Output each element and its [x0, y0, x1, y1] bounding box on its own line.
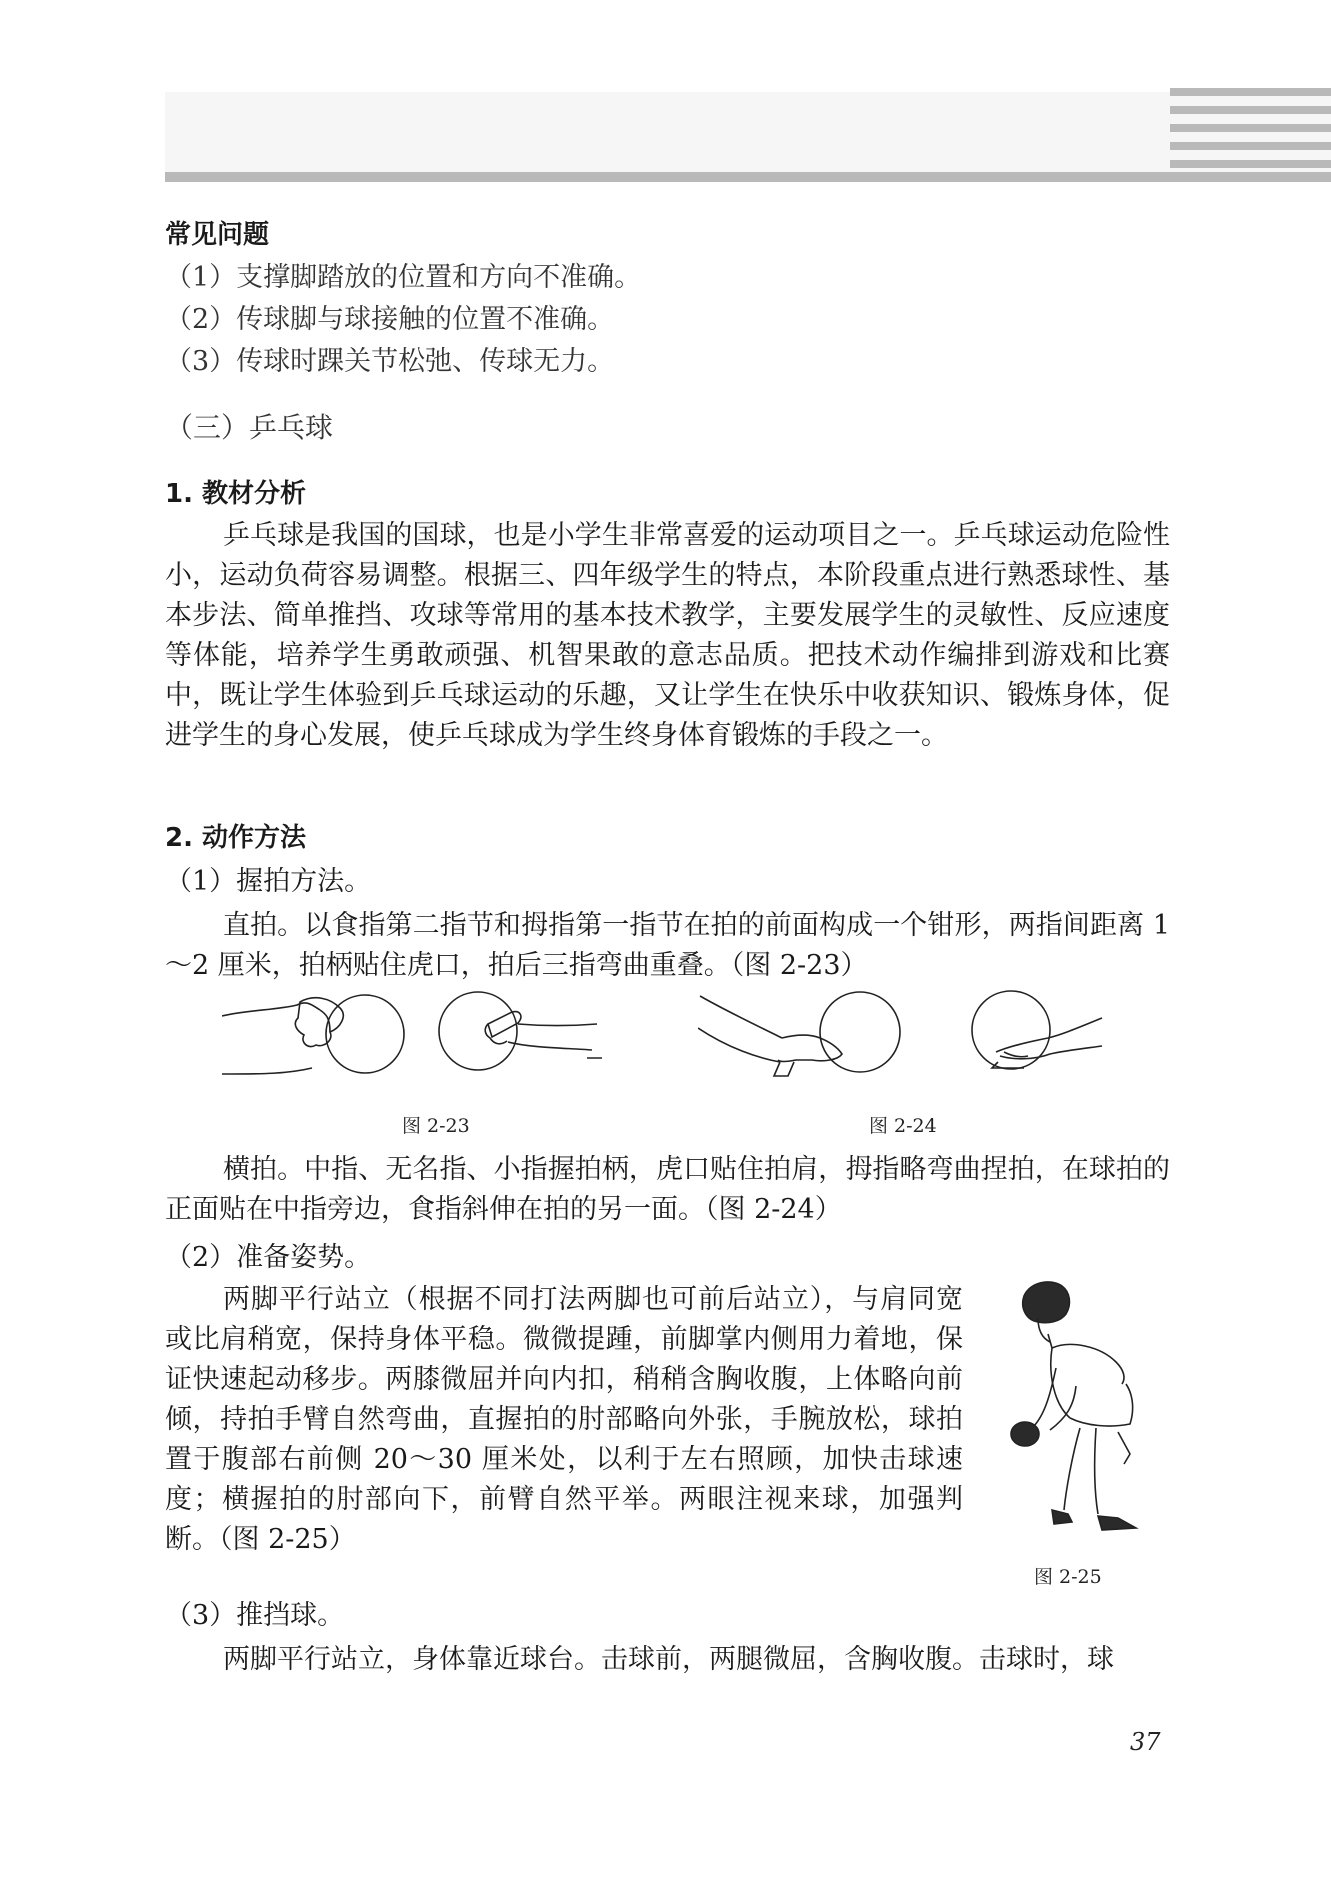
problem-item-1: （1）支撑脚踏放的位置和方向不准确。 [165, 262, 642, 293]
problem-item-2: （2）传球脚与球接触的位置不准确。 [165, 304, 615, 335]
block-label: （3）推挡球。 [165, 1600, 345, 1631]
analysis-heading: 1. 教材分析 [165, 479, 307, 509]
figure-caption-2-24: 图 2-24 [869, 1115, 937, 1137]
penhold-paragraph: 直拍。以食指第二指节和拇指第一指节在拍的前面构成一个钳形，两指间距离 1～2 厘米，拍柄贴住虎口，拍后三指弯曲重叠。（图 2-23） [165, 910, 1170, 981]
analysis-paragraph: 乒乓球是我国的国球，也是小学生非常喜爱的运动项目之一。乒乓球运动危险性小，运动负荷容易调整。根据三、四年级学生的特点，本阶段重点进行熟悉球性、基本步法、简单推挡、攻球等常用的基本技术教学，主要发展学生的灵敏性、反应速度等体能，培养学生勇敢顽强、机智果敢的意志品质。把技术动作编排到游戏和比赛中，既让学生体验到乒乓球运动的乐趣，又让学生在快乐中收获知识、锻炼身体，促进学生的身心发展，使乒乓球成为学生终身体育锻炼的手段之一。 [165, 520, 1170, 751]
stance-paragraph: 两脚平行站立（根据不同打法两脚也可前后站立），与肩同宽或比肩稍宽，保持身体平稳。微微提踵，前脚掌内侧用力着地，保证快速起动移步。两膝微屈并向内扣，稍稍含胸收腹，上体略向前倾，持拍手臂自然弯曲，直握拍的肘部略向外张，手腕放松，球拍置于腹部右前侧 20～30 厘米处，以利于左右照顾，加快击球速度；横握拍的肘部向下，前臂自然平举。两眼注视来球，加强判断。（图 2-25） [165, 1284, 963, 1555]
figure-caption-2-23: 图 2-23 [402, 1115, 470, 1137]
penhold-grip-illustration [222, 988, 652, 1078]
shakehand-paragraph: 横拍。中指、无名指、小指握拍柄，虎口贴住拍肩，拇指略弯曲捏拍，在球拍的正面贴在中指旁边，食指斜伸在拍的另一面。（图 2-24） [165, 1154, 1170, 1225]
ready-stance-illustration [990, 1278, 1145, 1538]
stance-label: （2）准备姿势。 [165, 1242, 372, 1273]
header-stripes [1170, 88, 1331, 168]
common-problems-title: 常见问题 [165, 220, 270, 250]
method-heading: 2. 动作方法 [165, 823, 307, 853]
grip-label: （1）握拍方法。 [165, 866, 372, 897]
header-rule [165, 172, 1331, 182]
section-title: （三）乒乓球 [165, 411, 334, 444]
figure-caption-2-25: 图 2-25 [1034, 1566, 1102, 1588]
page-number: 37 [1130, 1728, 1161, 1756]
problem-item-3: （3）传球时踝关节松弛、传球无力。 [165, 346, 615, 377]
header-band [165, 92, 1331, 172]
block-paragraph: 两脚平行站立，身体靠近球台。击球前，两腿微屈，含胸收腹。击球时，球 [223, 1644, 1114, 1675]
shakehand-grip-illustration [698, 990, 1108, 1085]
